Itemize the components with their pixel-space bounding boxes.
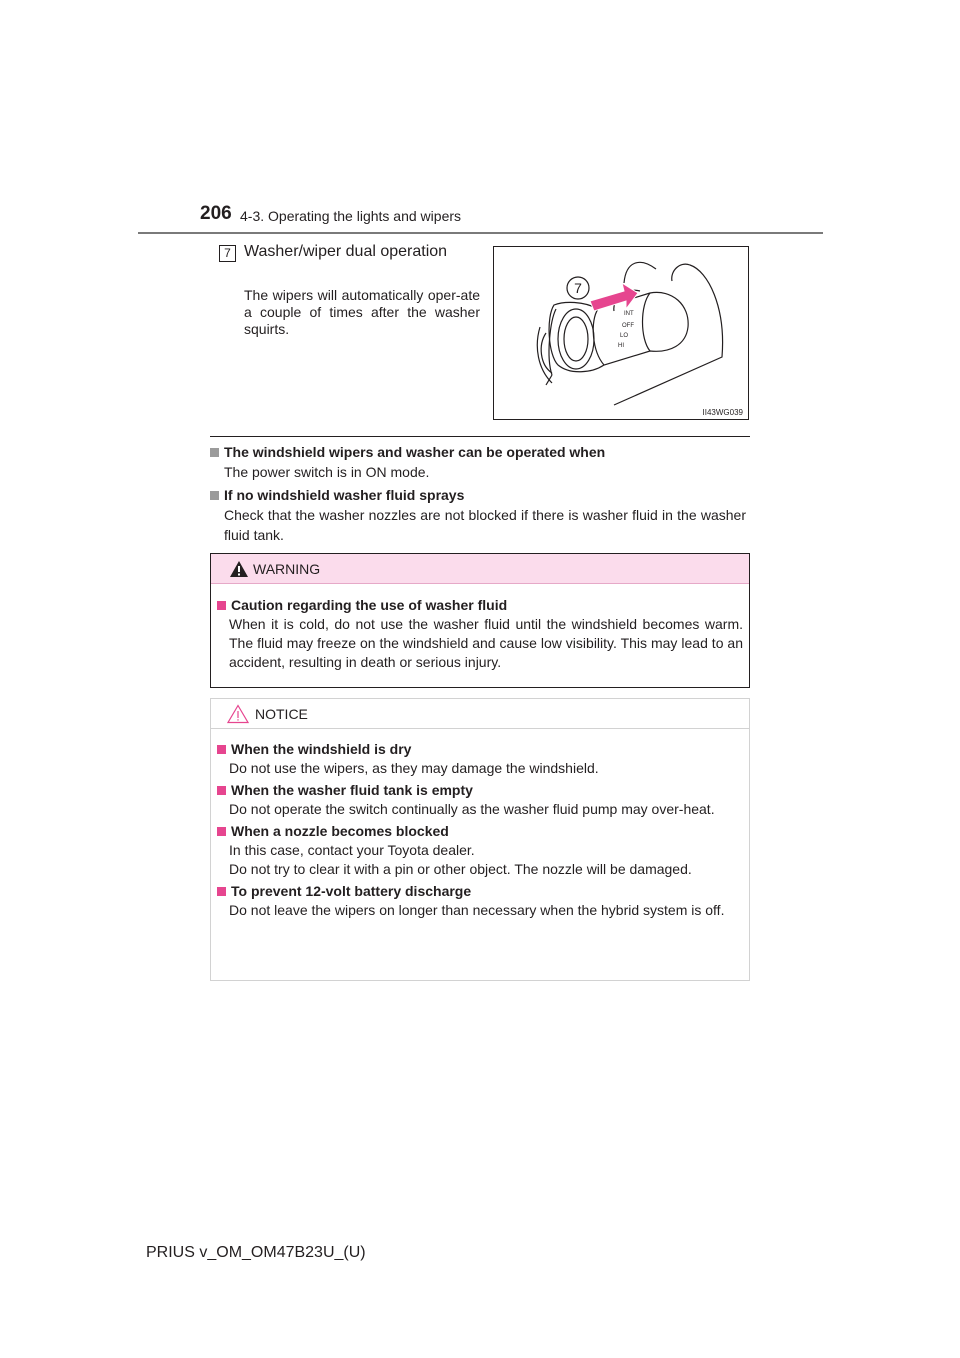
wiper-switch-illustration xyxy=(493,246,749,420)
illustration-code: II43WG039 xyxy=(702,408,743,417)
square-bullet-icon xyxy=(217,786,226,795)
step-description: The wipers will automatically oper-ate a couple of times after the washer squirts. xyxy=(244,287,480,337)
callout-number: 7 xyxy=(574,280,582,296)
square-bullet-icon xyxy=(210,491,219,500)
square-bullet-icon xyxy=(210,448,219,457)
note-body: The power switch is in ON mode. xyxy=(224,464,430,480)
notice-header xyxy=(211,699,749,729)
caution-triangle-icon xyxy=(227,704,249,724)
warning-title: WARNING xyxy=(253,561,321,577)
switch-label: INT xyxy=(624,311,634,317)
notice-body: Do not leave the wipers on longer than necessary when the hybrid system is off. xyxy=(229,902,725,918)
note-body: Check that the washer nozzles are not blocked if there is washer fluid in the washer fluid tank. xyxy=(224,507,746,543)
warning-header xyxy=(211,554,749,584)
notice-body: Do not operate the switch continually as the washer fluid pump may over-heat. xyxy=(229,801,715,817)
note-item xyxy=(210,442,746,482)
warning-item xyxy=(217,596,743,672)
switch-label: OFF xyxy=(622,323,634,329)
note-item xyxy=(210,485,746,545)
notice-body: In this case, contact your Toyota dealer. xyxy=(229,842,475,858)
notice-heading: To prevent 12-volt battery discharge xyxy=(231,883,472,899)
warning-body: When it is cold, do not use the washer fluid until the windshield becomes warm. The fluid may freeze on the windshield and cause low visibility. This may lead to an accident, resulting in death or serious injury. xyxy=(229,616,743,670)
page-number: 206 xyxy=(200,203,232,224)
step-number-badge: 7 xyxy=(219,245,236,262)
switch-label: HI xyxy=(618,343,624,349)
square-bullet-icon xyxy=(217,827,226,836)
header-rule xyxy=(138,232,823,234)
square-bullet-icon xyxy=(217,601,226,610)
lever-body xyxy=(549,292,688,371)
note-heading: The windshield wipers and washer can be operated when xyxy=(224,444,606,460)
footer-document-id: PRIUS v_OM_OM47B23U_(U) xyxy=(146,1244,366,1261)
switch-label: LO xyxy=(620,333,629,339)
section-title: 4-3. Operating the lights and wipers xyxy=(240,208,462,224)
warning-box xyxy=(210,553,750,688)
note-heading: If no windshield washer fluid sprays xyxy=(224,487,465,503)
notice-item xyxy=(217,740,743,920)
notice-body: Do not use the wipers, as they may damage the windshield. xyxy=(229,760,599,776)
step-title: Washer/wiper dual operation xyxy=(244,243,448,260)
notice-heading: When a nozzle becomes blocked xyxy=(231,823,449,839)
notice-title: NOTICE xyxy=(255,706,308,722)
wiper-lever-drawing xyxy=(494,247,748,419)
warning-heading: Caution regarding the use of washer fluid xyxy=(231,597,508,613)
section-separator xyxy=(210,436,750,437)
square-bullet-icon xyxy=(217,745,226,754)
hand-outline xyxy=(614,264,723,405)
notice-body: Do not try to clear it with a pin or other object. The nozzle will be damaged. xyxy=(229,861,692,877)
notice-box xyxy=(210,698,750,981)
notice-heading: When the washer fluid tank is empty xyxy=(231,782,473,798)
warning-triangle-icon xyxy=(229,560,249,578)
square-bullet-icon xyxy=(217,887,226,896)
notice-heading: When the windshield is dry xyxy=(231,741,412,757)
